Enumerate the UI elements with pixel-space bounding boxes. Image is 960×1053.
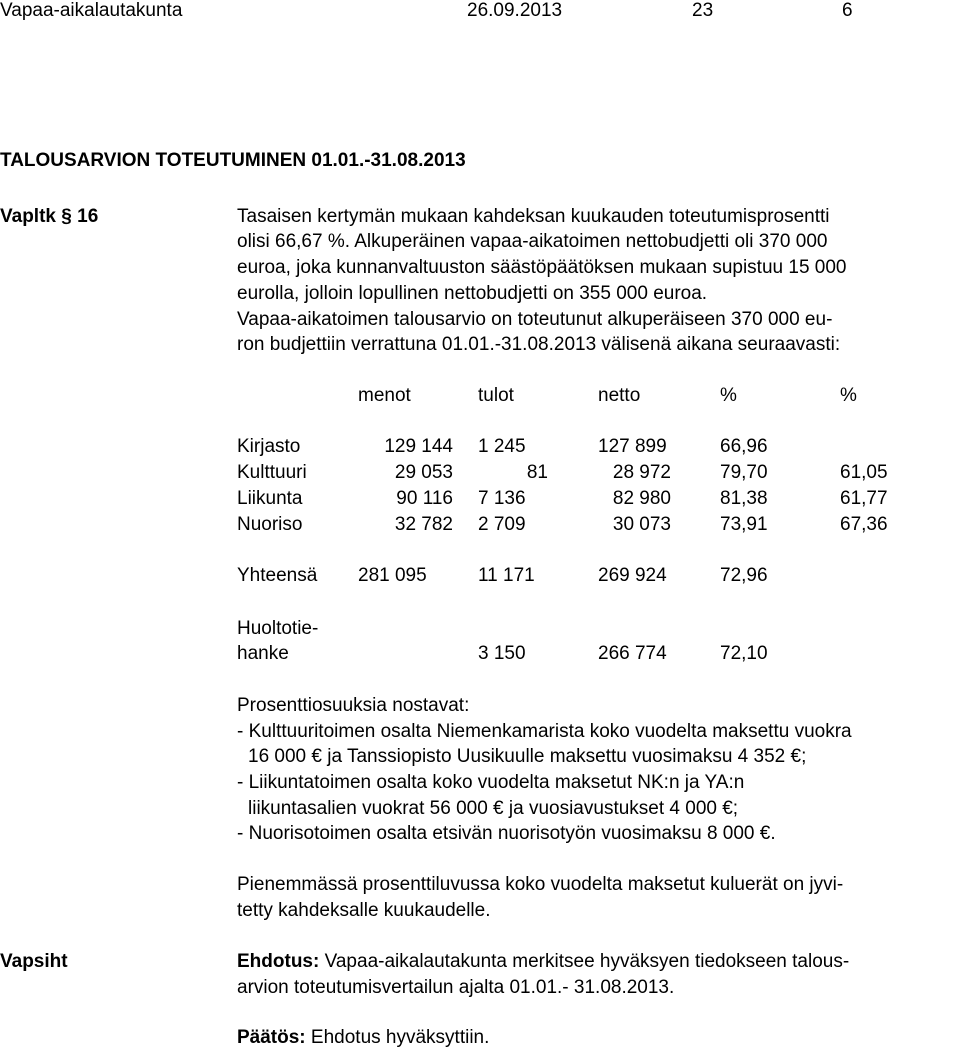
table-cell-percent-1: 81,38 (720, 488, 768, 509)
table-header-percent-2: % (840, 385, 857, 406)
section-sign: § (61, 206, 72, 227)
table-total-name: Yhteensä (237, 565, 318, 586)
header-org: Vapaa-aikalautakunta (0, 0, 183, 21)
notes-paragraph-line-2: tetty kahdeksalle kuukaudelle. (237, 900, 491, 921)
table-project-tulot: 3 150 (478, 643, 526, 664)
notes-item: - Liikuntatoimen osalta koko vuodelta maksetut NK:n ja YA:n (237, 772, 745, 793)
body-line-5: Vapaa-aikatoimen talousarvio on toteutunut alkuperäiseen 370 000 eu- (237, 309, 833, 330)
table-cell-menot: 129 144 (384, 436, 453, 457)
table-cell-tulot: 7 136 (478, 488, 526, 509)
table-cell-percent-2: 67,36 (840, 514, 888, 535)
notes-item: 16 000 € ja Tanssiopisto Uusikuulle maksettu vuosimaksu 4 352 €; (248, 746, 807, 767)
section-label-prefix: Vapltk (0, 206, 56, 227)
decision-line (237, 1026, 489, 1050)
section-label-vapltk (0, 205, 98, 229)
table-project-percent: 72,10 (720, 643, 768, 664)
document-title: TALOUSARVION TOTEUTUMINEN 01.01.-31.08.2013 (0, 150, 466, 171)
table-row-name: Kirjasto (237, 436, 301, 457)
table-cell-percent-1: 79,70 (720, 462, 768, 483)
table-row-name: Liikunta (237, 488, 303, 509)
table-cell-netto: 82 980 (612, 488, 671, 509)
table-cell-percent-2: 61,77 (840, 488, 888, 509)
table-cell-netto: 127 899 (598, 436, 667, 457)
notes-paragraph-line-1: Pienemmässä prosenttiluvussa koko vuodelta maksetut kuluerät on jyvi- (237, 874, 844, 895)
body-line-1: Tasaisen kertymän mukaan kahdeksan kuukauden toteutumisprosentti (237, 206, 830, 227)
section-label-number: 16 (77, 206, 99, 227)
table-total-tulot: 11 171 (478, 565, 535, 586)
header-page-number: 23 (692, 0, 714, 21)
table-cell-menot: 29 053 (394, 462, 453, 483)
table-total-percent: 72,96 (720, 565, 768, 586)
table-cell-netto: 28 972 (612, 462, 671, 483)
notes-item: - Kulttuuritoimen osalta Niemenkamarista koko vuodelta maksettu vuokra (237, 721, 852, 742)
table-row-name: Nuoriso (237, 514, 303, 535)
table-cell-netto: 30 073 (612, 514, 671, 535)
table-cell-tulot: 81 (526, 462, 548, 483)
header-item-number: 6 (842, 0, 853, 21)
body-line-2: olisi 66,67 %. Alkuperäinen vapaa-aikatoimen nettobudjetti oli 370 000 (237, 231, 828, 252)
proposal-label: Ehdotus: (237, 951, 320, 972)
table-cell-percent-1: 66,96 (720, 436, 768, 457)
table-project-netto: 266 774 (598, 643, 667, 664)
table-project-name-line2: hanke (237, 643, 289, 664)
notes-item: - Nuorisotoimen osalta etsivän nuorisotyön vuosimaksu 8 000 €. (237, 823, 776, 844)
table-cell-menot: 32 782 (394, 514, 453, 535)
body-line-4: eurolla, jolloin lopullinen nettobudjetti on 355 000 euroa. (237, 283, 708, 304)
table-total-netto: 269 924 (598, 565, 667, 586)
table-header-menot: menot (358, 385, 411, 406)
proposal-text: Vapaa-aikalautakunta merkitsee hyväksyen tiedokseen talous- (319, 951, 850, 972)
table-cell-percent-1: 73,91 (720, 514, 768, 535)
section-label-vapsiht: Vapsiht (0, 951, 68, 972)
decision-label: Päätös: (237, 1027, 306, 1048)
notes-heading: Prosenttiosuuksia nostavat: (237, 695, 470, 716)
decision-text: Ehdotus hyväksyttiin. (305, 1027, 490, 1048)
body-line-3: euroa, joka kunnanvaltuuston säästöpäätöksen mukaan supistuu 15 000 (237, 257, 847, 278)
body-line-6: ron budjettiin verrattuna 01.01.-31.08.2013 välisenä aikana seuraavasti: (237, 334, 841, 355)
table-header-tulot: tulot (478, 385, 514, 406)
table-header-percent-1: % (720, 385, 737, 406)
table-cell-percent-2: 61,05 (840, 462, 888, 483)
table-header-netto: netto (598, 385, 641, 406)
header-date: 26.09.2013 (467, 0, 563, 21)
table-cell-tulot: 1 245 (478, 436, 526, 457)
table-project-name-line1: Huoltotie- (237, 618, 319, 639)
proposal-line-1 (237, 950, 849, 974)
table-row-name: Kulttuuri (237, 462, 307, 483)
table-cell-menot: 90 116 (396, 488, 453, 509)
table-cell-tulot: 2 709 (478, 514, 526, 535)
table-total-menot: 281 095 (358, 565, 427, 586)
notes-item: liikuntasalien vuokrat 56 000 € ja vuosiavustukset 4 000 €; (248, 798, 739, 819)
proposal-line-2: arvion toteutumisvertailun ajalta 01.01.- 31.08.2013. (237, 977, 675, 998)
